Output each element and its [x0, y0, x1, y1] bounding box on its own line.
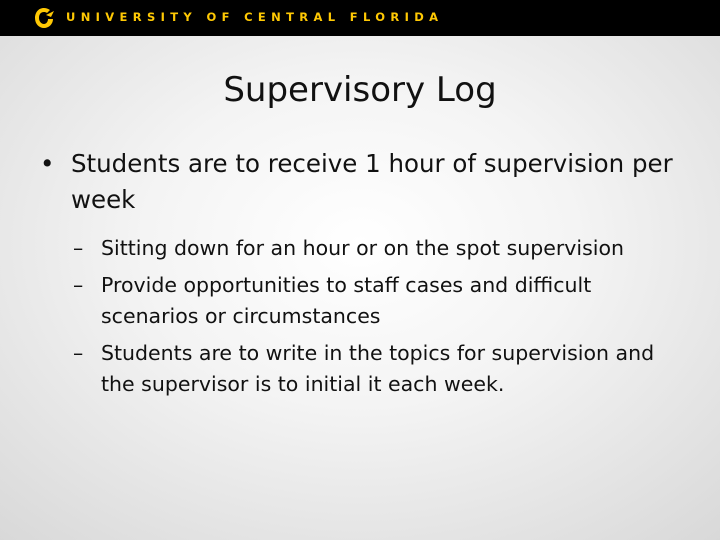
sub-bullet-dash: –: [73, 341, 84, 365]
sub-bullet-dash: –: [73, 236, 84, 260]
sub-bullet-dash: –: [73, 273, 84, 297]
sub-bullet-item: [36, 233, 686, 264]
bullet-text: Students are to receive 1 hour of supervision per week: [71, 149, 673, 214]
bullet-dot: •: [40, 149, 55, 178]
slide-body: [36, 146, 686, 406]
sub-bullet-list: [36, 233, 686, 400]
sub-bullet-text: Students are to write in the topics for supervision and the supervisor is to initial it each week.: [101, 341, 655, 396]
sub-bullet-item: [36, 270, 686, 332]
slide-title: Supervisory Log: [223, 70, 497, 110]
sub-bullet-text: Provide opportunities to staff cases and difficult scenarios or circumstances: [101, 273, 592, 328]
sub-bullet-item: [36, 338, 686, 400]
header-banner: [0, 0, 720, 36]
sub-bullet-text: Sitting down for an hour or on the spot supervision: [101, 236, 625, 260]
pegasus-logo-icon: [33, 6, 55, 30]
bullet-item: [36, 146, 686, 218]
university-wordmark: UNIVERSITY OF CENTRAL FLORIDA: [66, 10, 444, 24]
